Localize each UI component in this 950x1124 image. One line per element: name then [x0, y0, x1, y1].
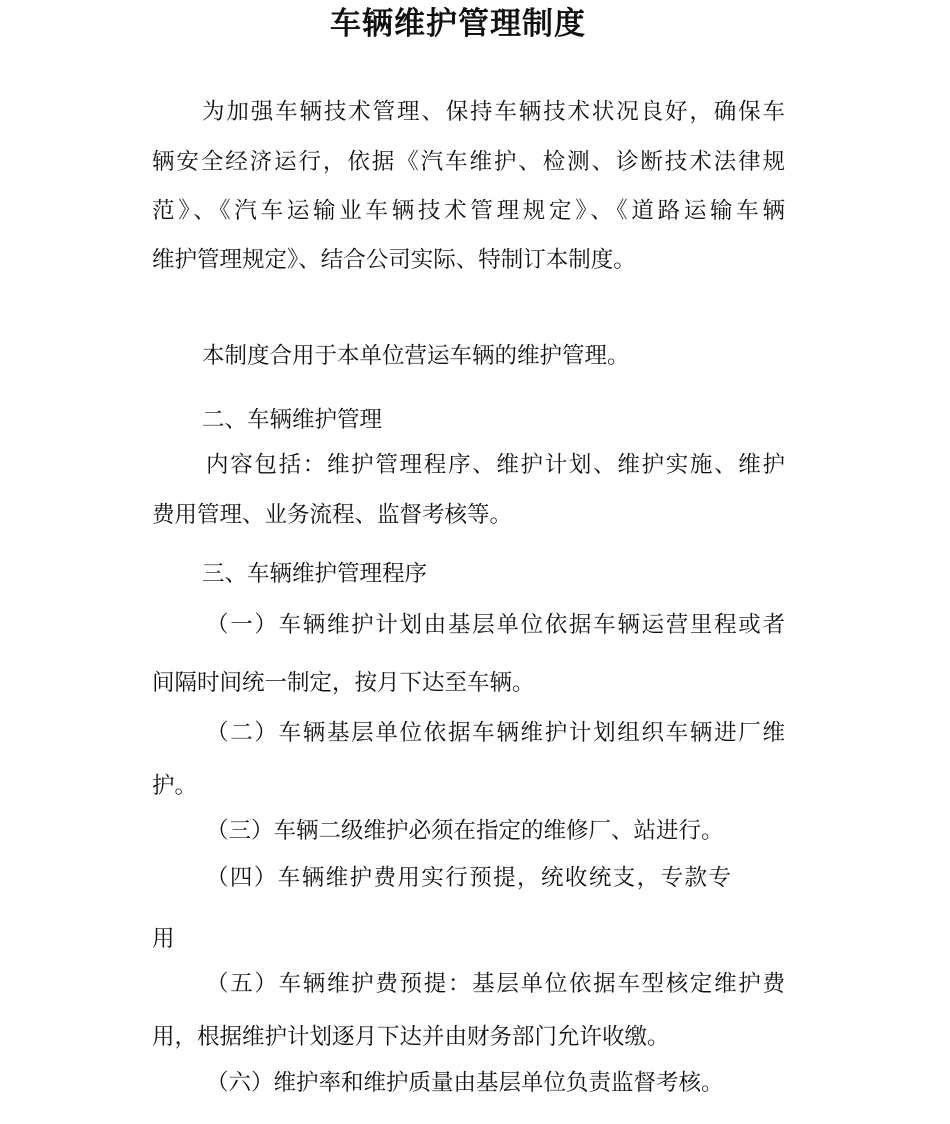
section-3-item-2-line-1: （二）车辆基层单位依据车辆维护计划组织车辆进厂维: [206, 720, 785, 746]
section-3-item-1-line-2: 间隔时间统一制定，按月下达至车辆。: [152, 670, 535, 696]
section-2-heading: 二、车辆维护管理: [202, 407, 383, 433]
section-3-heading: 三、车辆维护管理程序: [202, 561, 428, 587]
document-title: 车辆维护管理制度: [330, 6, 586, 42]
scope-paragraph: 本制度合用于本单位营运车辆的维护管理。: [202, 343, 630, 369]
section-3-item-4-line-2: 用: [152, 926, 175, 952]
intro-line-1: 为加强车辆技术管理、保持车辆技术状况良好，确保车: [202, 99, 785, 125]
section-3-item-4-line-1: （四）车辆维护费用实行预提，统收统支，专款专: [206, 865, 731, 891]
section-2-line-1: 内容包括：维护管理程序、维护计划、维护实施、维护: [206, 452, 785, 478]
section-2-line-2: 费用管理、业务流程、监督考核等。: [152, 502, 513, 528]
intro-line-3: 范》、《汽车运输业车辆技术管理规定》、《道路运输车辆: [152, 198, 785, 224]
intro-line-2: 辆安全经济运行，依据《汽车维护、检测、诊断技术法律规: [152, 149, 785, 175]
intro-line-4: 维护管理规定》、结合公司实际、特制订本制度。: [152, 247, 636, 273]
section-3-item-2-line-2: 护。: [152, 773, 198, 799]
section-3-item-3: （三）车辆二级维护必须在指定的维修厂、站进行。: [206, 818, 724, 844]
section-3-item-5-line-2: 用，根据维护计划逐月下达并由财务部门允许收缴。: [152, 1024, 670, 1050]
section-3-item-5-line-1: （五）车辆维护费预提：基层单位依据车型核定维护费: [206, 971, 785, 997]
section-3-item-6: （六）维护率和维护质量由基层单位负责监督考核。: [206, 1070, 724, 1096]
section-3-item-1-line-1: （一）车辆维护计划由基层单位依据车辆运营里程或者: [206, 612, 785, 638]
